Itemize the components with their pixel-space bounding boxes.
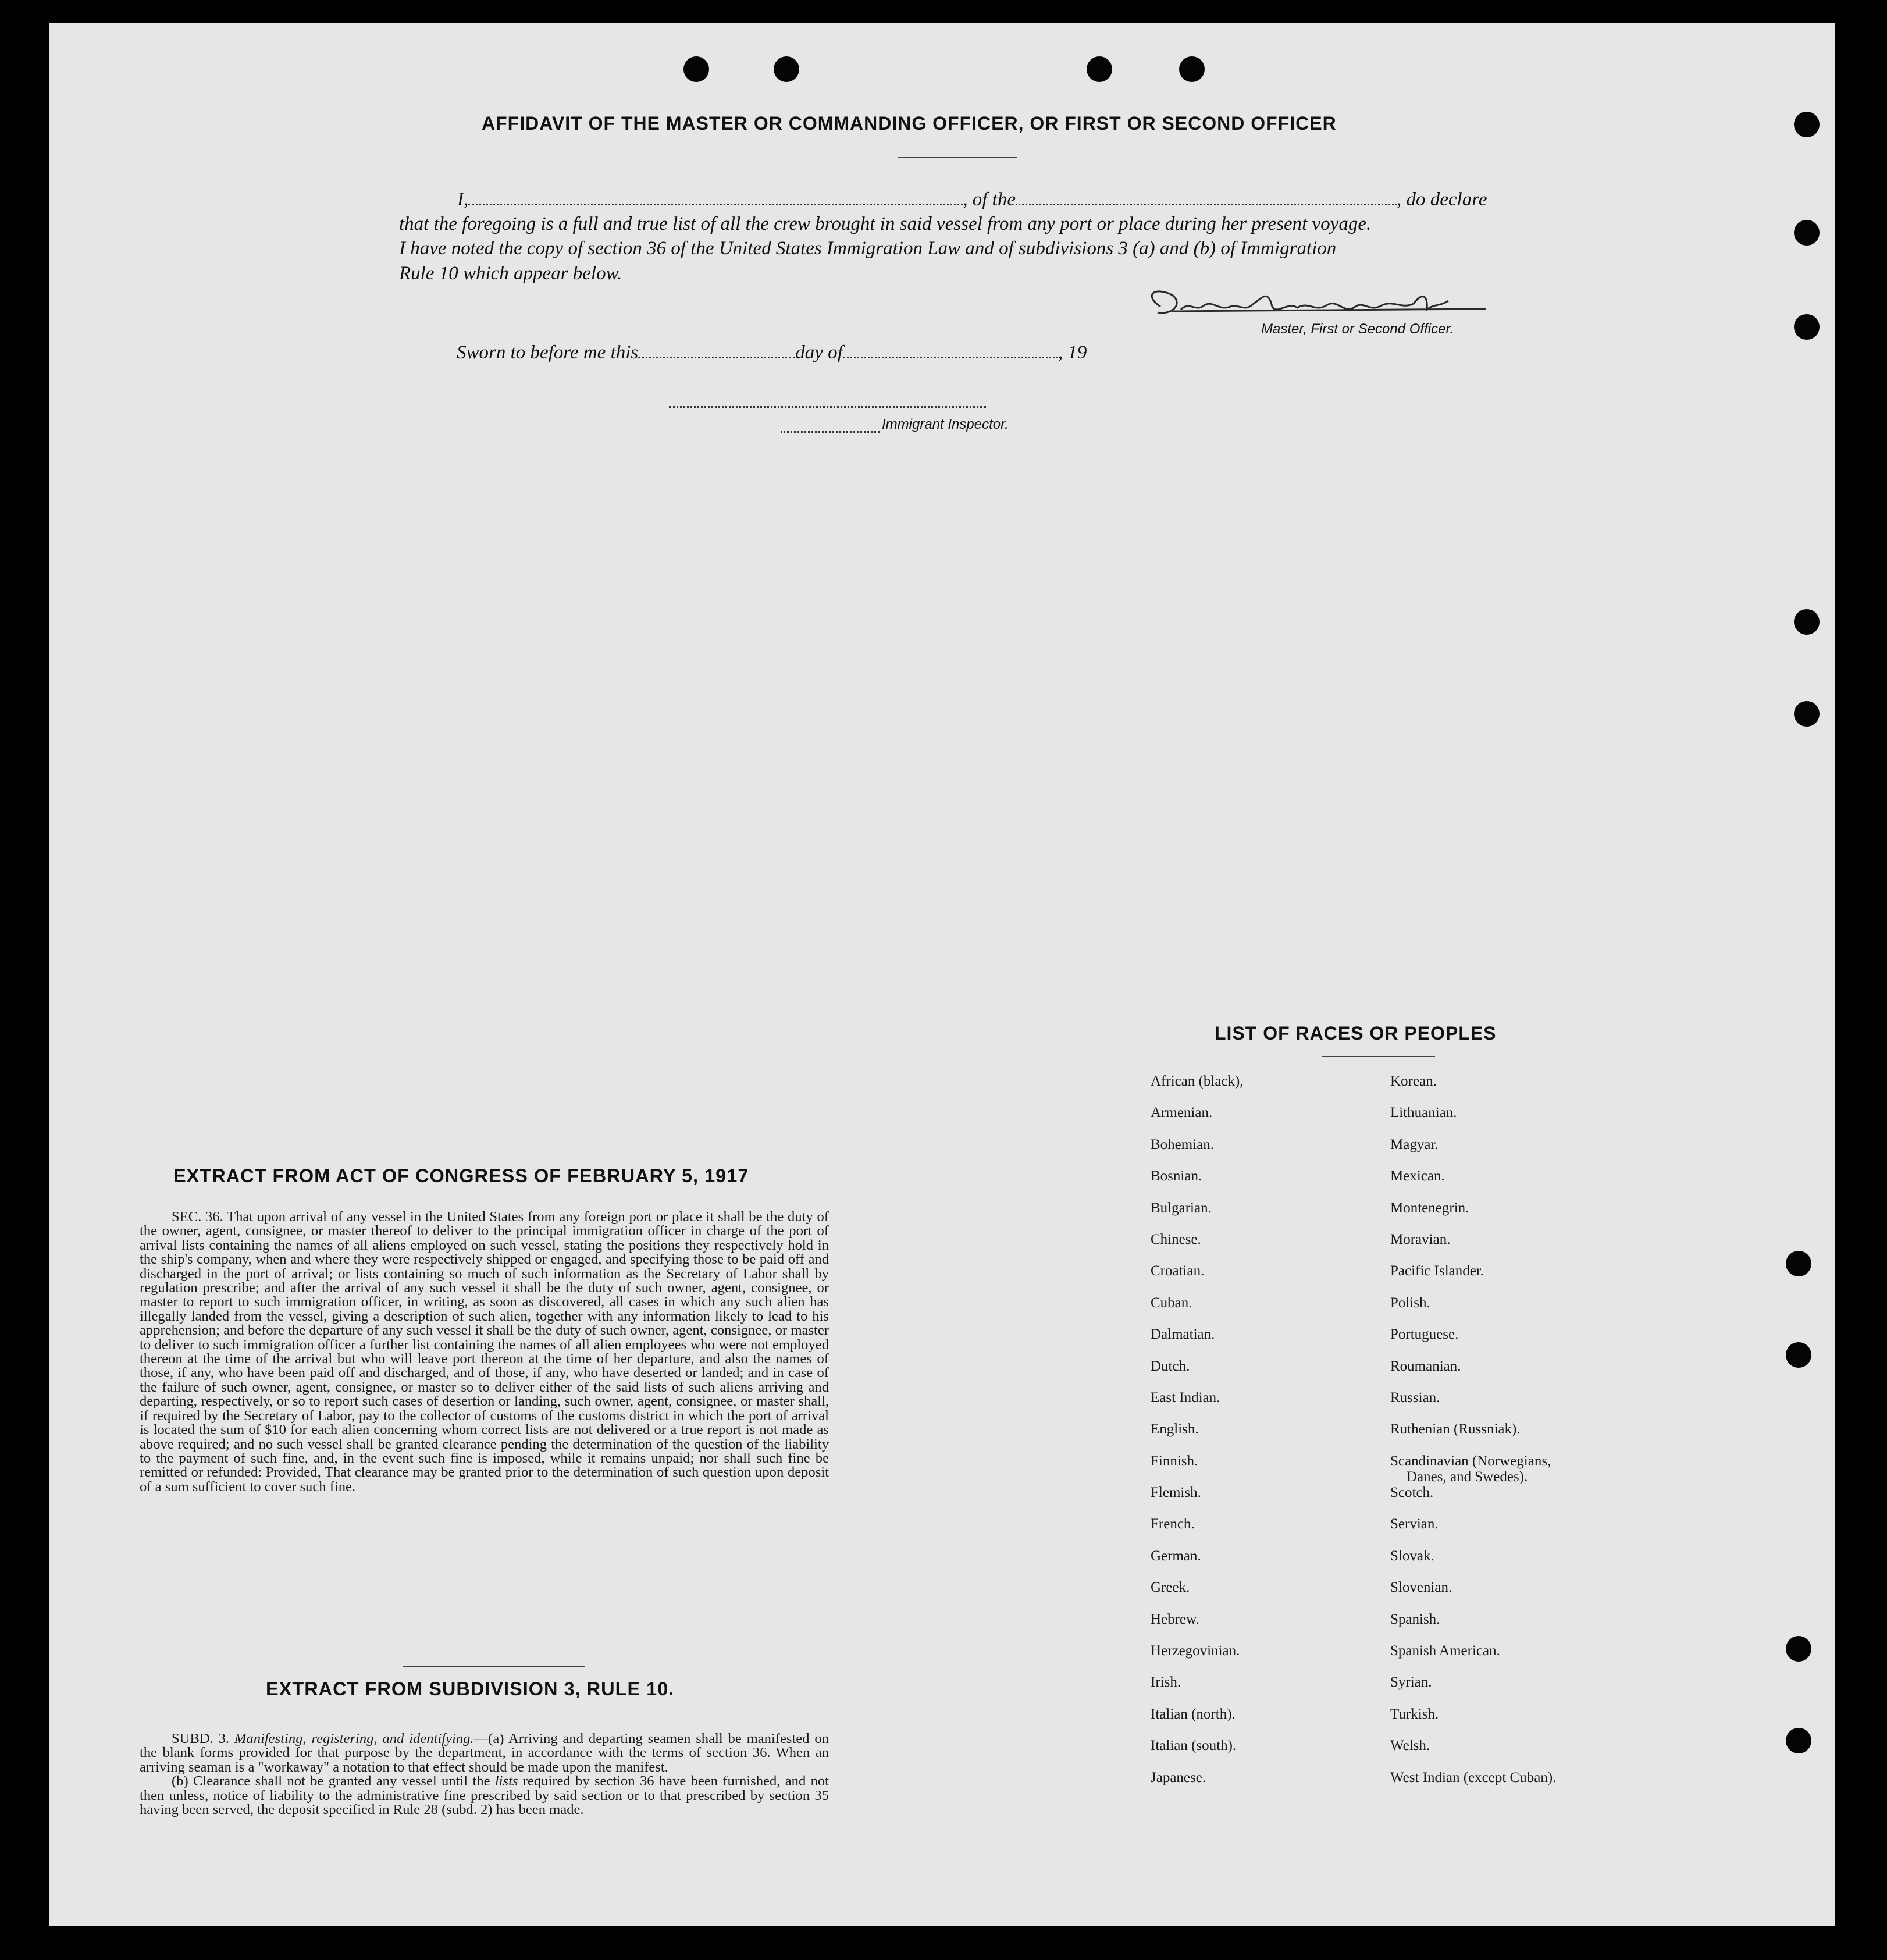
race-item: Bulgarian.	[1151, 1200, 1212, 1216]
race-item: Hebrew.	[1151, 1611, 1199, 1627]
subd-lead: SUBD. 3.	[172, 1731, 230, 1746]
race-item: Mexican.	[1390, 1168, 1445, 1184]
subd-b-text: required by section 36 have been furnished, and not then unless, notice of liability to the administrative fine prescribed by said section or to that prescribed by section 35 having been served, the deposit specified in Rule 28 (subd. 2) has been made.	[140, 1773, 829, 1818]
affidavit-declaration-line	[457, 187, 1487, 212]
section-36-paragraph: SEC. 36. That upon arrival of any vessel in the United States from any foreign port or place it shall be the duty of the owner, agent, consignee, or master thereof to deliver to the principal immigration officer in charge of the port of arrival lists containing the names of all aliens employed on such vessel, stating the positions they respectively hold in the ship's company, when and where they were respectively shipped or engaged, and specifying those to be paid off and discharged in the port of arrival; or lists containing so much of such information as the Secretary of Labor shall by regulation prescribe; and after the arrival of any such vessel it shall be the duty of such owner, agent, consignee, or master to report to such immigration officer, in writing, as soon as discovered, all cases in which any such alien has illegally landed from the vessel, giving a description of such alien, together with any information likely to lead to his apprehension; and before the departure of any such vessel it shall be the duty of such owner, agent, consignee, or master to deliver to such immigration officer a further list containing the names of all alien employees who were not employed thereon at the time of the arrival but who will leave port thereon at the time of her departure, and also the names of those, if any, who have been paid off and discharged, and of those, if any, who have deserted or landed; and in case of the failure of such owner, agent, consignee, or master so to deliver either of the said lists of such aliens arriving and departing, respectively, or so to report such cases of desertion or landing, such owner, agent, consignee, or master shall, if required by the Secretary of Labor, pay to the collector of customs of the customs district in which the port of arrival is located the sum of $10 for each alien concerning whom correct lists are not delivered or a true report is not made as above required; and no such vessel shall be granted clearance pending the determination of the question of the liability to the payment of such fine, and, in the event such fine is imposed, while it remains unpaid; nor shall such fine be remitted or refunded: Provided, That clearance may be granted prior to the determination of such question upon deposit of a sum sufficient to cover such fine.	[140, 1209, 829, 1495]
race-item: Servian.	[1390, 1516, 1439, 1532]
race-item: Irish.	[1151, 1674, 1181, 1691]
race-item-scandinavian-line1: Scandinavian (Norwegians,	[1390, 1453, 1551, 1469]
race-item: Dutch.	[1151, 1358, 1190, 1374]
race-item: Flemish.	[1151, 1485, 1201, 1501]
vessel-name-field[interactable]	[1016, 187, 1397, 205]
affidavit-line-3: I have noted the copy of section 36 of the United States Immigration Law and of subdivisions 3 (a) and (b) of Immigration	[399, 238, 1337, 259]
race-item: Welsh.	[1390, 1738, 1430, 1754]
race-item: Finnish.	[1151, 1453, 1198, 1469]
race-item: Spanish American.	[1390, 1643, 1500, 1659]
race-item: Ruthenian (Russniak).	[1390, 1421, 1521, 1438]
race-item: Italian (north).	[1151, 1706, 1236, 1722]
race-item: Croatian.	[1151, 1263, 1205, 1279]
punch-hole-right-6	[1786, 1251, 1811, 1276]
race-item: Bosnian.	[1151, 1168, 1202, 1184]
race-item: German.	[1151, 1548, 1201, 1564]
race-item: Polish.	[1390, 1294, 1430, 1311]
subd-b-lead: (b) Clearance shall not be granted any vessel until the	[172, 1773, 490, 1790]
punch-hole-right-1	[1794, 112, 1820, 137]
punch-hole-top-2	[774, 56, 799, 82]
punch-hole-right-8	[1786, 1636, 1811, 1662]
punch-hole-right-3	[1794, 314, 1820, 340]
extract-act-title: EXTRACT FROM ACT OF CONGRESS OF FEBRUARY 5, 1917	[173, 1165, 749, 1186]
sworn-day-field[interactable]	[638, 340, 795, 358]
race-item: African (black),	[1151, 1073, 1244, 1089]
races-column-1	[1151, 1073, 1244, 1801]
inspector-prefix-field[interactable]	[781, 415, 880, 433]
punch-hole-right-4	[1794, 609, 1820, 635]
race-item: Pacific Islander.	[1390, 1263, 1484, 1279]
affidavit-line-2: that the foregoing is a full and true list of all the crew brought in said vessel from any port or place during her present voyage.	[399, 214, 1372, 234]
race-item: Roumanian.	[1390, 1358, 1461, 1374]
form-sheet	[49, 23, 1835, 1926]
affidavit-title-rule	[898, 157, 1017, 158]
subd-a-text: —(a) Arriving and departing seamen shall be manifested on the blank forms provided for that purpose by the department, in accordance with the terms of section 36. When an arriving seaman is a "workaway" a notation to that effect should be made upon the manifest.	[140, 1731, 829, 1775]
race-item-scandinavian	[1390, 1453, 1556, 1485]
race-item-scandinavian-line2: Danes, and Swedes).	[1407, 1468, 1528, 1485]
race-item: Syrian.	[1390, 1674, 1432, 1691]
races-title-rule	[1322, 1056, 1435, 1057]
punch-hole-right-7	[1786, 1342, 1811, 1368]
punch-hole-right-9	[1786, 1728, 1811, 1753]
race-item: West Indian (except Cuban).	[1390, 1769, 1557, 1785]
race-item: Japanese.	[1151, 1769, 1206, 1785]
race-item: Korean.	[1390, 1073, 1437, 1089]
subd-b-lists: lists	[494, 1773, 518, 1790]
declarant-label: I,	[457, 189, 469, 210]
race-item: Scotch.	[1390, 1485, 1434, 1501]
master-signature	[1137, 283, 1521, 324]
punch-hole-top-4	[1179, 56, 1205, 82]
punch-hole-right-5	[1794, 701, 1820, 727]
affidavit-title: AFFIDAVIT OF THE MASTER OR COMMANDING OFFICER, OR FIRST OR SECOND OFFICER	[482, 113, 1337, 134]
inspector-signature-field[interactable]	[669, 390, 986, 408]
sworn-label: Sworn to before me this	[457, 342, 639, 363]
race-item: Dalmatian.	[1151, 1326, 1215, 1343]
declare-label: , do declare	[1396, 189, 1487, 210]
race-item: Portuguese.	[1390, 1326, 1459, 1343]
race-item: Magyar.	[1390, 1136, 1439, 1152]
race-item: Herzegovinian.	[1151, 1643, 1240, 1659]
extract-divider	[403, 1666, 585, 1667]
signature-caption: Master, First or Second Officer.	[1261, 321, 1454, 337]
races-column-2	[1390, 1073, 1556, 1801]
affidavit-line-4: Rule 10 which appear below.	[399, 263, 622, 284]
race-item: Cuban.	[1151, 1294, 1192, 1311]
subdivision-text	[140, 1732, 829, 1817]
race-item: Slovenian.	[1390, 1580, 1452, 1596]
punch-hole-top-3	[1087, 56, 1112, 82]
race-item: Turkish.	[1390, 1706, 1439, 1722]
races-title: LIST OF RACES OR PEOPLES	[1215, 1023, 1497, 1044]
race-item: Slovak.	[1390, 1548, 1434, 1564]
year-label: , 19	[1058, 342, 1087, 363]
punch-hole-top-1	[683, 56, 709, 82]
race-item: Russian.	[1390, 1389, 1440, 1406]
race-item: Spanish.	[1390, 1611, 1440, 1627]
vessel-label: , of the	[963, 189, 1016, 210]
race-item: Armenian.	[1151, 1105, 1213, 1121]
punch-hole-right-2	[1794, 220, 1820, 246]
race-item: Bohemian.	[1151, 1136, 1215, 1152]
race-item: Montenegrin.	[1390, 1200, 1469, 1216]
inspector-caption: Immigrant Inspector.	[882, 417, 1009, 432]
sworn-line	[457, 340, 1087, 365]
race-item: Chinese.	[1151, 1231, 1201, 1247]
race-item: East Indian.	[1151, 1389, 1220, 1406]
race-item: Greek.	[1151, 1580, 1190, 1596]
subdivision-para-b	[140, 1774, 829, 1817]
extract-rule-title: EXTRACT FROM SUBDIVISION 3, RULE 10.	[266, 1678, 675, 1699]
subdivision-para-a	[140, 1732, 829, 1774]
sworn-month-field[interactable]	[843, 340, 1058, 358]
declarant-name-field[interactable]	[468, 187, 963, 205]
subd-heading: Manifesting, registering, and identifying.	[234, 1731, 474, 1746]
race-item: Lithuanian.	[1390, 1105, 1457, 1121]
race-item: Italian (south).	[1151, 1738, 1237, 1754]
day-of-label: day of	[795, 342, 843, 363]
race-item: French.	[1151, 1516, 1195, 1532]
race-item: English.	[1151, 1421, 1199, 1438]
section-36-text	[140, 1210, 829, 1494]
race-item: Moravian.	[1390, 1231, 1451, 1247]
